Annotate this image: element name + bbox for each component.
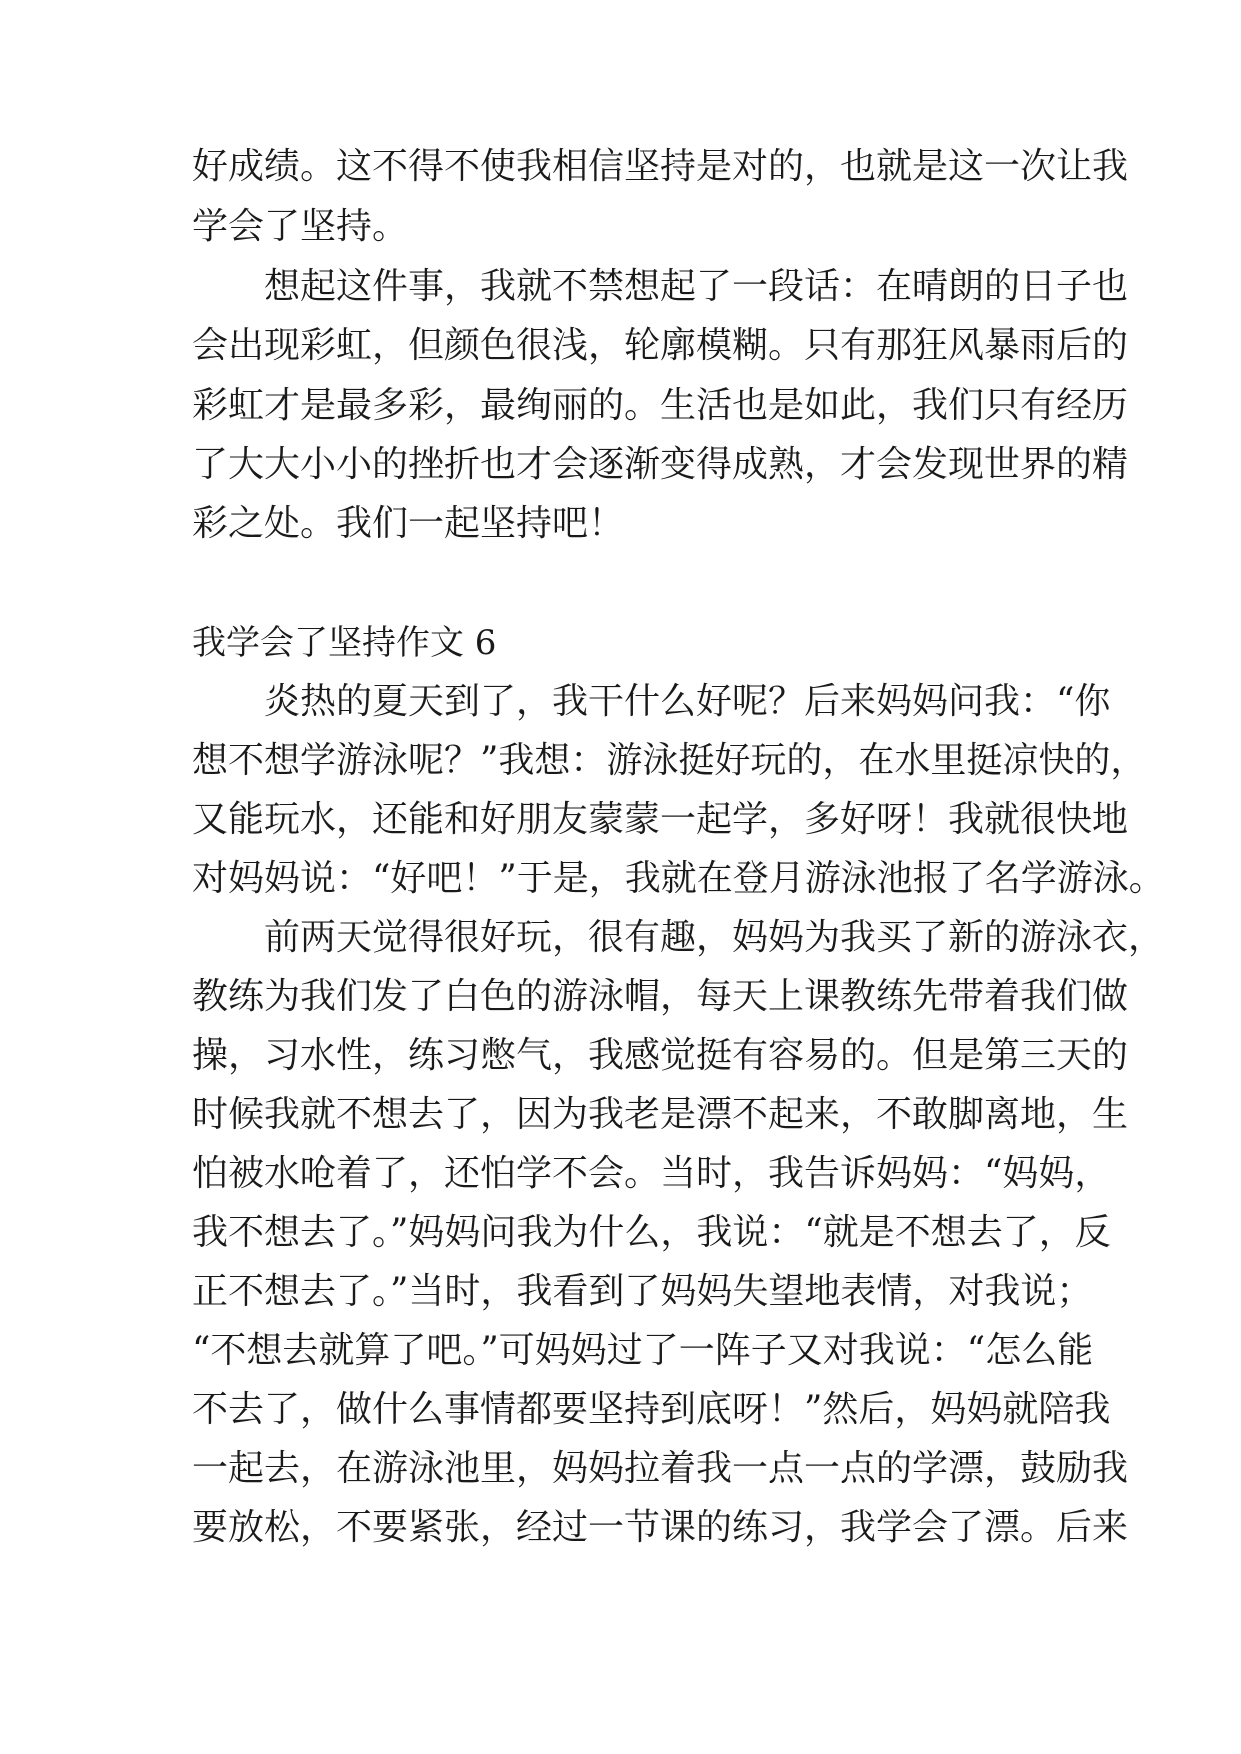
paragraph-line: 彩虹才是最多彩，最绚丽的。生活也是如此，我们只有经历 xyxy=(192,385,1129,426)
section-heading: 我学会了坚持作文 6 xyxy=(192,623,497,663)
paragraph-line: 不去了，做什么事情都要坚持到底呀！”然后，妈妈就陪我 xyxy=(192,1389,1111,1430)
paragraph-line: 怕被水呛着了，还怕学不会。当时，我告诉妈妈：“妈妈， xyxy=(192,1153,1111,1194)
paragraph-line: “不想去就算了吧。”可妈妈过了一阵子又对我说：“怎么能 xyxy=(192,1330,1094,1371)
paragraph-line: 又能玩水，还能和好朋友蒙蒙一起学，多好呀！我就很快地 xyxy=(192,799,1129,840)
paragraph-line: 了大大小小的挫折也才会逐渐变得成熟，才会发现世界的精 xyxy=(192,444,1129,485)
paragraph-line: 操，习水性，练习憋气，我感觉挺有容易的。但是第三天的 xyxy=(192,1035,1129,1076)
paragraph-line: 想不想学游泳呢？”我想：游泳挺好玩的，在水里挺凉快的， xyxy=(192,740,1147,781)
paragraph-line: 彩之处。我们一起坚持吧！ xyxy=(192,503,625,544)
paragraph-line: 好成绩。这不得不使我相信坚持是对的，也就是这一次让我 xyxy=(192,146,1129,187)
paragraph-line: 炎热的夏天到了，我干什么好呢？后来妈妈问我：“你 xyxy=(264,681,1111,722)
paragraph-line: 对妈妈说：“好吧！”于是，我就在登月游泳池报了名学游泳。 xyxy=(192,858,1165,899)
paragraph-line: 会出现彩虹，但颜色很浅，轮廓模糊。只有那狂风暴雨后的 xyxy=(192,325,1129,366)
paragraph-line: 我不想去了。”妈妈问我为什么，我说：“就是不想去了，反 xyxy=(192,1212,1111,1253)
paragraph-line: 一起去，在游泳池里，妈妈拉着我一点一点的学漂，鼓励我 xyxy=(192,1448,1129,1489)
paragraph-line: 教练为我们发了白色的游泳帽，每天上课教练先带着我们做 xyxy=(192,976,1129,1017)
paragraph-line: 前两天觉得很好玩，很有趣，妈妈为我买了新的游泳衣， xyxy=(264,917,1165,958)
paragraph-line: 想起这件事，我就不禁想起了一段话：在晴朗的日子也 xyxy=(264,266,1129,307)
paragraph-line: 正不想去了。”当时，我看到了妈妈失望地表情，对我说； xyxy=(192,1271,1093,1312)
paragraph-line: 要放松，不要紧张，经过一节课的练习，我学会了漂。后来 xyxy=(192,1507,1129,1548)
paragraph-line: 时候我就不想去了，因为我老是漂不起来，不敢脚离地，生 xyxy=(192,1094,1129,1135)
paragraph-line: 学会了坚持。 xyxy=(192,206,409,247)
